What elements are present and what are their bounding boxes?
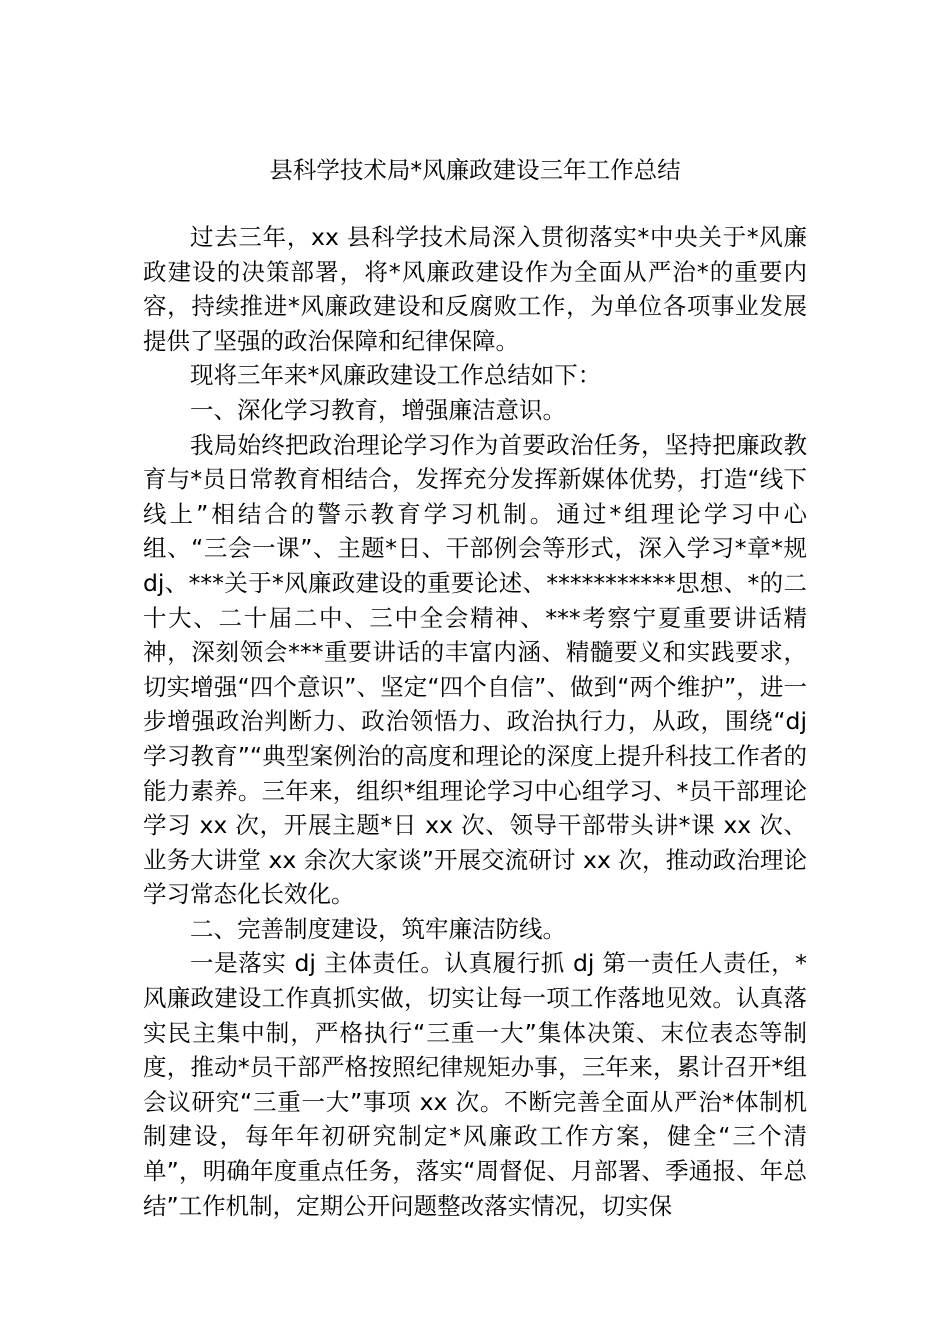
section-heading-2: 二、完善制度建设，筑牢廉洁防线。 xyxy=(190,914,566,943)
intro-paragraph: 过去三年，xx 县科学技术局深入贯彻落实*中央关于*风廉政建设的决策部署，将*风廉政建设作为全面从严治*的重要内容，持续推进*风廉政建设和反腐败工作，为单位各项事业发展提供了坚强的政治保障和纪律保障。 xyxy=(143,223,807,355)
section-1-paragraph: 我局始终把政治理论学习作为首要政治任务，坚持把廉政教育与*员日常教育相结合，发挥充分发挥新媒体优势，打造“线下线上”相结合的警示教育学习机制。通过*组理论学习中心组、“三会一课”、主题*日、干部例会等形式，深入学习*章*规 dj、***关于*风廉政建设的重要论述、***********思想、*的二十大、二十届二中、三中全会精神、***考察宁夏重要讲话精神，深刻领会***重要讲话的丰富内涵、精髓要义和实践要求，切实增强“四个意识”、坚定“四个自信”、做到“两个维护”，进一步增强政治判断力、政治领悟力、政治执行力，从政，围绕“dj 学习教育”“典型案例治的高度和理论的深度上提升科技工作者的能力素养。三年来，组织*组理论学习中心组学习、*员干部理论学习 xx 次，开展主题*日 xx 次、领导干部带头讲*课 xx 次、业务大讲堂 xx 余次大家谈”开展交流研讨 xx 次，推动政治理论学习常态化长效化。 xyxy=(143,430,807,909)
summary-lead-paragraph: 现将三年来*风廉政建设工作总结如下： xyxy=(190,361,602,390)
section-2-paragraph: 一是落实 dj 主体责任。认真履行抓 dj 第一责任人责任，*风廉政建设工作真抓实做，切实让每一项工作落地见效。认真落实民主集中制，严格执行“三重一大”集体决策、末位表态等制度，推动*员干部严格按照纪律规矩办事，三年来，累计召开*组会议研究“三重一大”事项 xx 次。不断完善全面从严治*体制机制建设，每年年初研究制定*风廉政工作方案，健全“三个清单”，明确年度重点任务，落实“周督促、月部署、季通报、年总结”工作机制，定期公开问题整改落实情况，切实保 xyxy=(143,949,807,1220)
document-body xyxy=(143,220,807,1223)
document-title: 县科学技术局*风廉政建设三年工作总结 xyxy=(269,156,681,184)
section-heading-1: 一、深化学习教育，增强廉洁意识。 xyxy=(190,395,566,424)
